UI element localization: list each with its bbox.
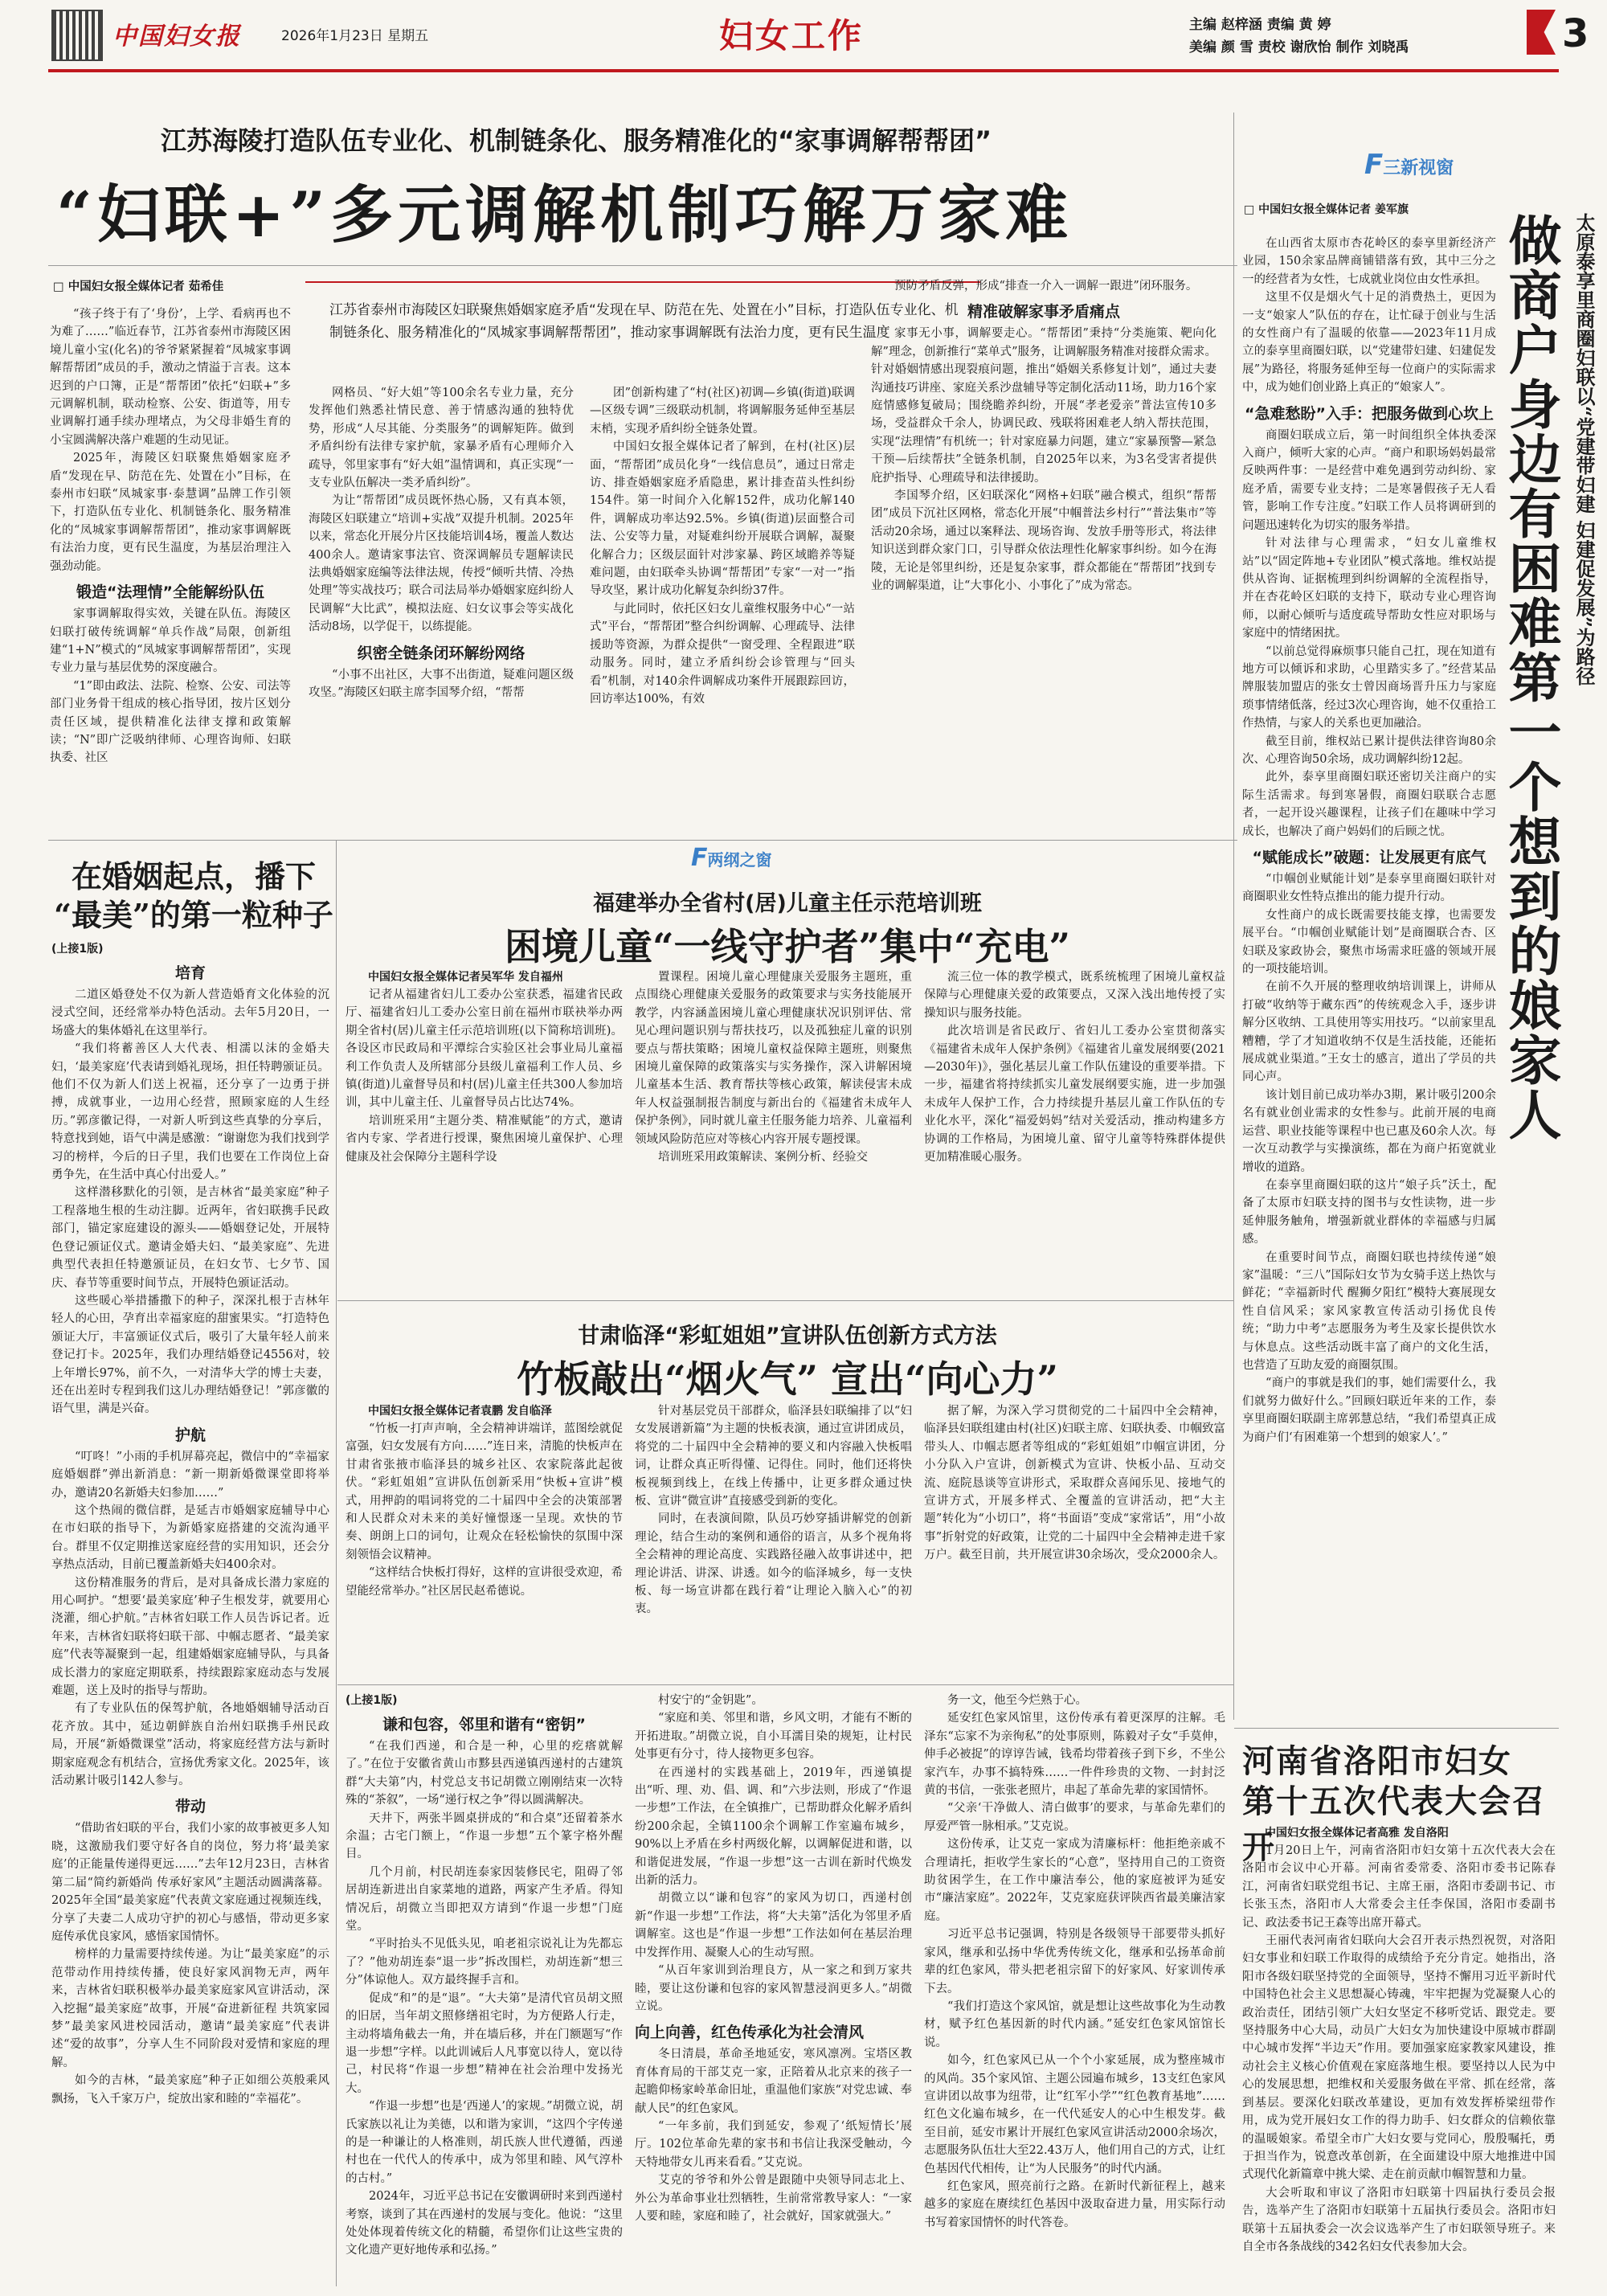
paragraph: “家庭和美、邻里和谐，乡风文明，才能有不断的开拓进取。”胡微立说，自小耳濡目染的规矩，让村民处事更有分寸，待人接物更多包容。	[635, 1712, 912, 1762]
paragraph: 流三位一体的教学模式，既系统梳理了困境儿童权益保障与心理健康关爱的政策要点，又深入浅出地传授了实操知识与服务技能。	[924, 971, 1225, 1020]
fujian-logo-letter: F	[691, 844, 708, 872]
paragraph: 中国妇女报全媒体记者了解到，在村(社区)层面，“帮帮团”成员化身“一线信息员”，通过日常走访、排查婚姻家庭矛盾隐患，累计排查苗头性纠纷154件。第一时间介入化解152件，成功化解140件，调解成功率达92.5%。乡镇(街道)层面整合司法、公安等力量，对疑难纠纷开展联合调解，凝聚化解合力；区级层面针对涉家暴、跨区域瞻养等疑难问题，由妇联牵头协调“帮帮团”专家“一对一”指导攻坚，累计成功化解复杂纠纷37件。	[590, 440, 855, 598]
paragraph: “叮咚！”小雨的手机屏幕亮起，微信中的“幸福家庭婚姻群”弹出新消息：“新一期新婚微课堂即将举办，邀请20名新婚夫妇参加……”	[51, 1450, 329, 1500]
paragraph: 艾克的爷爷和外公曾是跟随中央领导同志北上、外公为革命事业壮烈牺牲，生前常常教导家人：“一家人要和睦，家庭和睦了，社会就好，国家就强大。”	[635, 2174, 912, 2223]
editor-line-1: 主编 赵梓涵 责编 黄 婷	[1189, 17, 1331, 33]
henan-title-1: 河南省洛阳市妇女	[1242, 1742, 1512, 1780]
paragraph: 团”创新构建了“村(社区)初调—乡镇(街道)联调—区级专调”三级联动机制，将调解服务延伸至基层末梢，实现矛盾纠纷全链条处置。	[590, 387, 855, 436]
paragraph: “这样结合快板打得好，这样的宣讲很受欢迎，希望能经常举办。”社区居民赵希德说。	[346, 1566, 623, 1598]
paragraph: 1月20日上午，河南省洛阳市妇女第十五次代表大会在洛阳市会议中心开幕。河南省委常委、洛阳市委书记陈春江，河南省妇联党组书记、主席王丽，洛阳市委副书记、市长张玉杰，洛阳市人大常委会主任李保国，洛阳市委副书记、政法委书记王森等出席开幕式。	[1242, 1844, 1556, 1930]
section-title: 妇女工作	[719, 16, 865, 55]
henan-title-2: 第十五次代表大会召开	[1242, 1782, 1546, 1866]
lead-title: “妇联+”多元调解机制巧解万家难	[56, 178, 1073, 252]
gansu-kicker: 甘肃临泽“彩虹姐姐”宣讲队伍创新方式方法	[578, 1324, 997, 1349]
paragraph: “父亲‘干净做人、清白做事’的要求，与革命先辈们的厚爱严管一脉相承。”艾克说。	[924, 1802, 1225, 1833]
lead-rule	[48, 265, 1237, 266]
paragraph: 2025年，海陵区妇联聚焦婚姻家庭矛盾“发现在早、防范在先、处置在小”目标，在泰州市妇联“凤城家事·泰慧调”品牌工作引领下，打造队伍专业化、机制链条化、服务精准化的“凤城家事调解帮帮团”，推动家事调解既有法治力度，更有民生温度，为基层治理注入强劲动能。	[50, 452, 291, 573]
paragraph: 此次培训是省民政厅、省妇儿工委办公室贯彻落实《福建省未成年人保护条例》《福建省儿童发展纲要(2021—2030年)》，强化基层儿童工作队伍建设的重要举措。下一步，福建省将持续抓实儿童发展纲要实施，进一步加强未成年人保护工作，合力持续提升基层儿童工作队伍的专业化水平，深化“福爱妈妈”结对关爱活动，推动构建多方协调的工作格局，为困境儿童、留守儿童等特殊群体提供更加精准暖心服务。	[924, 1025, 1225, 1164]
window-logo-text: 三新视窗	[1383, 158, 1454, 178]
gansu-col-1	[346, 1402, 623, 1676]
paragraph: 这里不仅是烟火气十足的消费热土，更因为一支“娘家人”队伍的存在，让忙碌于创业与生活的女性商户有了温暖的依靠——2023年11月成立的泰享里商圈妇联，以“党建带妇建、妇建促发展”为路径，将服务延伸至每一位商户的实际需求中，成为她们创业路上真正的“娘家人”。	[1242, 291, 1496, 395]
paragraph: “平时抬头不见低头见，咱老祖宗说礼让为先都忘了？”他劝胡连泰“退一步”拆改围栏，劝胡连新“想三分”体谅他人。双方最终握手言和。	[346, 1938, 623, 1987]
fujian-kicker: 福建举办全省村(居)儿童主任示范培训班	[593, 891, 982, 916]
paragraph: 商圈妇联成立后，第一时间组织全体执委深入商户，倾听大家的心声。“商户和职场妈妈最常反映两件事：一是经营中难免遇到劳动纠纷、家庭矛盾，需要专业支持；二是寒暑假孩子无人看管，影响工作专注度。”妇联工作人员将调研到的问题迅速转化为切实的服务举措。	[1242, 428, 1496, 532]
paragraph: 在西递村的实践基础上，2019年，西递镇提出“听、理、劝、倡、调、和”六步法则，形成了“作退一步想”工作法，在全镇推广，已帮助群众化解矛盾纠纷200余起，全镇1100余个调解工作室遍布城乡，90%以上矛盾在乡村两级化解，以调解促进和谐，以和谐促进发展，“作退一步想”这一古训在新时代焕发出新的活力。	[635, 1766, 912, 1888]
paragraph: 王丽代表河南省妇联向大会召开表示热烈祝贺，对洛阳妇女事业和妇联工作取得的成绩给予充分肯定。她指出，洛阳市各级妇联坚持党的全面领导，坚持不懈用习近平新时代中国特色社会主义思想凝心铸魂，牢牢把握为党凝聚人心的政治责任，团结引领广大妇女坚定不移听党话、跟党走。要坚持服务中心大局，动员广大妇女为加快建设中原城市群副中心城市发挥“半边天”作用。要加强家庭家教家风建设，推动社会主义核心价值观在家庭落地生根。要坚持以人民为中心的发展思想，把维权和关爱服务做在平常、抓在经常，落到基层。要深化妇联改革建设，更加有效发挥桥梁纽带作用，成为党开展妇女工作的得力助手、妇女群众的信赖依靠的温暖娘家。希望全市广大妇女要与党同心，殷殷嘱托，勇于担当作为，锐意改革创新，在全面建设中原大地推进中国式现代化新篇章中挑大梁、走在前贡献巾帼智慧和力量。	[1242, 1934, 1556, 2182]
paragraph: “商户的事就是我们的事，她们需要什么，我们就努力做好什么。”回顾妇联近年来的工作，泰享里商圈妇联副主席郭慧总结，“我们希望真正成为商户们‘有困难第一个想到的娘家人’。”	[1242, 1377, 1496, 1444]
paragraph: 培训班采用政策解读、案例分析、经验交	[658, 1151, 868, 1164]
paragraph: 网格员、“好大姐”等100余名专业力量，充分发挥他们熟悉社情民意、善于情感沟通的独特优势，形成“人尽其能、分类服务”的调解矩阵。做到矛盾纠纷有法律专家护航，家暴矛盾有心理师介入疏导，邻里家事有“好大姐”温情调和，真正实现“一支专业队伍解决一类矛盾纠纷”。	[309, 387, 574, 490]
fujian-byline: 中国妇女报全媒体记者吴军华 发自福州	[368, 971, 563, 984]
fujian-col-2	[635, 968, 912, 1290]
gansu-col-2	[635, 1402, 912, 1676]
paragraph: 培训班采用“主题分类、精准赋能”的方式，邀请省内专家、学者进行授课，聚焦困境儿童保护、心理健康及社会保障分主题科学设	[346, 1114, 623, 1164]
paragraph: 冬日清晨，革命圣地延安，寒风凛冽。宝塔区教育体育局的干部艾克一家，正陪着从北京来的孩子一起瞻仰杨家岭革命旧址，重温他们家族“对党忠诚、奉献人民”的红色家风。	[635, 2048, 912, 2115]
anhui-col-2	[635, 1692, 912, 2294]
paragraph: 在重要时间节点，商圈妇联也持续传递“娘家”温暖：“三八”国际妇女节为女骑手送上热饮与鲜花；“幸福新时代 醒狮夕阳红”模特大赛展现女性自信风采；家风家教宣传活动引扬优良传统；“助力中考”志愿服务为考生及家长提供饮水与休息点。这些活动既丰富了商户的文化生活，也营造了互助友爱的商圈氛围。	[1242, 1250, 1496, 1372]
section-heading: 带动	[174, 1798, 206, 1816]
paragraph: 有了专业队伍的保驾护航，各地婚姻辅导活动百花齐放。其中，延边朝鲜族自治州妇联携手州民政局，开展“新婚微课堂”活动，将家庭经营方法与新时期家庭观念有机结合，宣扬优秀家文化。2025年，该活动累计吸引142人参与。	[51, 1702, 329, 1788]
paragraph: 这些暖心举措播撒下的种子，深深扎根于吉林年轻人的心田，孕育出幸福家庭的甜蜜果实。“打造特色颁证大厅，丰富颁证仪式后，吸引了大量年轻人前来登记打卡。2025年，我们办理结婚登记4556对，较上年增长97%，前不久，一对清华大学的博士夫妻，还在出差时专程到我们这儿办理结婚登记！”郭彦徽的语气里，满是兴奋。	[51, 1294, 329, 1416]
continued-label: (上接1版)	[346, 1694, 398, 1707]
lead-col-3	[590, 384, 855, 834]
paragraph: 家事调解取得实效，关键在队伍。海陵区妇联打破传统调解“单兵作战”局限，创新组建“1+N”模式的“凤城家事调解帮帮团”，实现专业力量与基层优势的深度融合。	[50, 608, 291, 675]
paragraph: “我们将蓄善区人大代表、相濡以沫的金婚夫妇，‘最美家庭’代表请到婚礼现场，担任特聘颁证员。他们不仅为新人们送上祝福，还分享了一边勇于拼搏，成就事业，一边用心经营，照顾家庭的人生经历。”郭彦徽记得，一对新人听到这些真挚的分享后，特意找到她，语气中满是感激：“谢谢您为我们找到学习的榜样，今后的日子里，我们也要在工作岗位上奋勇争先，在生活中真心付出爱人。”	[51, 1042, 329, 1182]
henan-col	[1242, 1824, 1556, 2290]
paragraph: 为让“帮帮团”成员既怀热心肠，又有真本领，海陵区妇联建立“培训+实战”双提升机制。2025年以来，常态化开展分片区技能培训4场，覆盖人数达400余人。邀请家事法官、资深调解员专题解读民法典婚姻家庭编等法律法规，传授“倾听共情、冷热处理”等实战技巧；联合司法局举办婚姻家庭纠纷人民调解“大比武”，模拟法庭、妇女议事会等实战化活动8场，以学促干，以练提能。	[309, 494, 574, 634]
paragraph: 促成“和”的是“退”。“大夫第”是清代官员胡文照的旧居，当年胡文照修缮祖宅时，为方便路人行走，主动将墙角截去一角，并在墙后移，并在门额题写“作退一步想”字样。以此训诫后人凡事宽以待人，宽以待己，村民将“作退一步想”精神在社会治理中发扬光大。	[346, 1991, 623, 2095]
left-story-col	[51, 940, 329, 2290]
gansu-title: 竹板敲出“烟火气” 宣出“向心力”	[517, 1357, 1058, 1401]
anhui-col-1	[346, 1692, 623, 2294]
paragraph: 这个热闹的微信群，是延吉市婚姻家庭辅导中心在市妇联的指导下，为新婚家庭搭建的交流沟通平台。群里不仅定期推送家庭经营的实用知识，还会分享热点活动，目前已覆盖新婚夫妇400余对。	[51, 1504, 329, 1572]
lead-summary: 江苏省泰州市海陵区妇联聚焦婚姻家庭矛盾“发现在早、防范在先、处置在小”目标，打造队伍专业化、机制链条化、服务精准化的“凤城家事调解帮帮团”，推动家事调解既有法治力度，更有民生温度	[329, 302, 959, 341]
paragraph: 置课程。困境儿童心理健康关爱服务主题班，重点围绕心理健康关爱服务的政策要求与实务技能展开教学，内容涵盖困境儿童心理健康状况识别评估、常见心理问题识别与帮扶技巧，以及孤独症儿童的识别要点与帮扶策略；困境儿童权益保障主题班，则聚焦困境儿童保障的政策落实与实务操作，深入讲解困境儿童基本生活、教育帮扶等核心政策，解读侵害未成年人权益强制报告制度与新出台的《福建省未成年人保护条例》，同时就儿童主任服务能力培养、儿童福利领域风险防范应对等核心内容开展专题授课。	[635, 971, 912, 1146]
paragraph: 这份精准服务的背后，是对具备成长潜力家庭的用心呵护。“想要‘最美家庭’种子生根发芽，就要用心浇灌，细心护航。”吉林省妇联工作人员告诉记者。近年来，吉林省妇联将妇联干部、中帼志愿者、“最美家庭”代表等凝聚到一起，组建婚姻家庭辅导队，与具备成长潜力的家庭定期联系，持续跟踪家庭动态与发展难题，送上及时的指导与帮助。	[51, 1576, 329, 1698]
paragraph: 同时，在表演间隙，队员巧妙穿插讲解党的创新理论，结合生动的案例和通俗的语言，从多个视角将全会精神的理论高度、实践路径融入故事讲述中，把理论讲活、讲深、讲透。如今的临泽城乡，每一支快板、每一场宣讲都在践行着“让理论入脑入心”的初衷。	[635, 1512, 912, 1616]
window-col-main	[1242, 235, 1496, 1778]
paragraph: 与此同时，依托区妇女儿童维权服务中心“一站式”平台，“帮帮团”整合纠纷调解、心理疏导、法律援助等资源，为群众提供“一窗受理、全程跟进”联动服务。同时，建立矛盾纠纷会诊管理与“回头看”机制，对140余件调解成功案件开展跟踪回访，回访率达100%，有效	[590, 602, 855, 706]
henan-byline: 中国妇女报全媒体记者高雅 发自洛阳	[1265, 1827, 1449, 1840]
lead-col-2	[309, 384, 574, 834]
column-divider	[336, 840, 337, 2286]
paragraph: 女性商户的成长既需要技能支撑，也需要发展平台。“巾帼创业赋能计划”是商圈联合杏、区妇联及家政协会，聚焦市场需求旺盛的领域开展的一项技能培训。	[1242, 908, 1496, 976]
paragraph: 针对基层党员干部群众，临泽县妇联编排了以“妇女发展谱新篇”为主题的快板表演，通过宣讲团成员，将党的二十届四中全会精神的要义和内容融入快板唱词，让群众真正听得懂、记得住。同时，他们还将快板视频到线上，在线上传播中，让更多群众通过快板、宣讲“微宣讲”直接感受到新的变化。	[635, 1405, 912, 1508]
paragraph: 延安红色家风馆里，这份传承有着更深厚的注解。毛泽东“忘家不为亲徇私”的处事原则，陈毅对子女“手莫伸，伸手必被捉”的谆谆告诫，钱希均带着孩子到下乡，不坐公家汽车，办事不搞特殊……一件件珍贵的文物、一封封泛黄的书信，一张张老照片，串起了革命先辈的家国情怀。	[924, 1712, 1225, 1798]
lead-kicker: 江苏海陵打造队伍专业化、机制链条化、服务精准化的“家事调解帮帮团”	[161, 125, 992, 156]
divider	[337, 1300, 1233, 1301]
paragraph: 李国琴介绍，区妇联深化“网格+妇联”融合模式，组织“帮帮团”成员下沉社区网格，常态化开展“中帼普法乡村行”“普法集市”等活动20余场，通过以案释法、现场咨询、发放手册等形式，将法律知识送到群众家门口，引导群众依法理性化解家事纠纷。如今在海陵，无论是邻里纠纷，还是复杂家事，群众都能在“帮帮团”找到专业的调解渠道，让“大事化小、小事化了”成为常态。	[871, 489, 1216, 593]
paragraph: “我们打造这个家风馆，就是想让这些故事化为生动教材，赋予红色基因新的时代内涵。”延安红色家风馆馆长说。	[924, 1999, 1225, 2049]
paragraph: 如今，红色家风已从一个个小家延展，成为整座城市的风尚。35个家风馆、主题公园遍布城乡，13支红色家风宣讲团以故事为纽带，让“红军小学”“红色教育基地”……红色文化遍布城乡，在一代代延安人的心中生根发芽。截至目前，延安市累计开展红色家风宣讲活动2000余场次，志愿服务队伍壮大至22.43万人，他们用自己的方式，让红色基因代代相传，让“为人民服务”的时代内涵。	[924, 2054, 1225, 2175]
lead-col-1	[50, 305, 291, 836]
paragraph: 家事无小事，调解要走心。“帮帮团”秉持“分类施策、靶向化解”理念，创新推行“菜单式”服务，让调解服务精准对接群众需求。针对婚姻情感出现裂痕问题，推出“婚姻关系修复计划”，通过夫妻沟通技巧讲座、家庭关系沙盘辅导等定制化活动11场，助力16个家庭情感修复破局；围绕瞻养纠纷，开展“孝老爱亲”普法宣传10多场，受益群众千余人，协调民政、残联将困难老人纳入帮扶范围，实现“法理情”有机统一；针对家庭暴力问题，建立“家暴预警—紧急干预—后续帮扶”全链条机制，自2025年以来，为3名受害者提供庇护指导、心理疏导和法律援助。	[871, 327, 1216, 485]
paragraph: 在前不久开展的整理收纳培训课上，讲师从打破“收纳等于藏东西”的传统观念入手，逐步讲解分区收纳、工具使用等实用技巧。“以前家里乱糟糟，学了才知道收纳不仅是生活技能，还能拓展成就业渠道。”王女士的感言，道出了学员的共同心声。	[1242, 980, 1496, 1084]
editor-line-2: 美编 颜 雪 责校 谢欣怡 制作 刘晓禹	[1189, 39, 1409, 55]
section-heading: 培育	[174, 964, 206, 982]
lead-byline: □ 中国妇女报全媒体记者 茹希佳	[53, 280, 224, 293]
left-title-1: 在婚姻起点，播下	[71, 858, 316, 894]
window-logo	[1364, 149, 1454, 181]
section-heading: “急难愁盼”入手：把服务做到心坎上	[1245, 404, 1494, 423]
anhui-col-3	[924, 1692, 1225, 2294]
paragraph: 二道区婚登处不仅为新人营造婚育文化体验的沉浸式空间，还经常举办特色活动。去年5月20日，一场盛大的集体婚礼在这里举行。	[51, 988, 329, 1037]
issue-date: 2026年1月23日 星期五	[281, 28, 429, 44]
lead-col-4	[871, 277, 1216, 836]
paragraph: 这份传承，让艾克一家成为清廉标杆：他拒绝亲戚不合理请托，拒收学生家长的“心意”，坚持用自己的工资资助贫困学生，在工作中廉洁奉公，他的家庭被评为延安市“廉洁家庭”。2022年，艾克家庭获评陕西省最美廉洁家庭。	[924, 1838, 1225, 1923]
paragraph: “一年多前，我们到延安，参观了‘纸短情长’展厅。102位革命先辈的家书和书信让我深受触动，今天特地带女儿再来看看。”艾克说。	[635, 2119, 912, 2169]
window-title: 做商户身边有困难第一个想到的娘家人	[1499, 213, 1562, 1142]
paragraph: 针对法律与心理需求，“妇女儿童维权站”以“固定阵地+专业团队”模式落地。维权站提供从咨询、证据梳理到纠纷调解的全流程指导，并在杏花岭区妇联的支持下，联动专业心理咨询师，以耐心倾听与适度疏导帮助女性应对职场与家庭中的情绪困扰。	[1242, 537, 1496, 641]
paragraph: “作退一步想”也是‘西递人’的家规。”胡微立说，胡氏家族以礼让为美德，以和谐为家训，“这四个字传递的是一种谦让的人格准则，胡氏族人世代遵循，西递村也在一代代人的传承中，成为邻里和睦、风气淳朴的古村。”	[346, 2100, 623, 2185]
paragraph: 该计划目前已成功举办3期，累计吸引200余名有就业创业需求的女性参与。此前开展的电商运营、职业技能等课程中也已惠及60余人次。每一次互动教学与实操演练，都在为商户拓宽就业增收的道路。	[1242, 1088, 1496, 1174]
paragraph: 村安宁的“金钥匙”。	[658, 1694, 763, 1707]
paragraph: “小事不出社区，大事不出街道，疑难问题区级攻坚。”海陵区妇联主席李国琴介绍，“帮帮	[309, 668, 574, 700]
paragraph: 记者从福建省妇儿工委办公室获悉，福建省民政厅、福建省妇儿工委办公室日前在福州市联袂举办两期全省村(居)儿童主任示范培训班(以下简称培训班)。各设区市民政局和平潭综合实验区社会事业局儿童福利工作负责人及所辖部分县级儿童福利工作人员、乡镇(街道)儿童督导员和村(居)儿童主任共300人参加培训，其中儿童主任、儿童督导员占比达74%。	[346, 988, 623, 1110]
fujian-col-3	[924, 968, 1225, 1290]
paragraph: “1”即由政法、法院、检察、公安、司法等部门业务骨干组成的核心指导团，按片区划分责任区域，提供精准化法律支撑和政策解读；“N”即广泛吸纳律师、心理咨询师、妇联执委、社区	[50, 679, 291, 765]
page-number: 3	[1562, 11, 1589, 56]
window-logo-letter: F	[1364, 149, 1384, 181]
paragraph: 胡微立以“谦和包容”的家风为切口，西递村创新“作退一步想”工作法，将“大夫第”活化为邻里矛盾调解室。这也是“作退一步想”工作法如何在基层治理中发挥作用、凝聚人心的生动写照。	[635, 1892, 912, 1959]
section-heading: 护航	[174, 1426, 206, 1444]
section-heading: 织密全链条闭环解纷网络	[357, 644, 525, 662]
paragraph: “借助省妇联的平台，我们小家的故事被更多人知晓，这激励我们要守好各自的岗位，努力将‘最美家庭’的正能量传递得更远……”去年12月23日，吉林省第二届“简约新婚尚 传承好家风”主题活动圆满落幕。2025年全国“最美家庭”代表黄文家庭通过视频连线，分享了夫妻二人成功守护的初心与感悟，带动更多家庭传承优良家风，感悟家国情怀。	[51, 1822, 329, 1943]
window-byline: □ 中国妇女报全媒体记者 姜军旗	[1244, 203, 1409, 216]
paragraph: 几个月前，村民胡连泰家因装修民宅，阻碍了邻居胡连新进出自家菜地的道路，两家产生矛盾。得知情况后，胡微立当即把双方请到“作退一步想”门庭堂。	[346, 1865, 623, 1934]
section-heading: 精准破解家事矛盾痛点	[967, 303, 1120, 321]
paragraph: 此外，泰享里商圈妇联还密切关注商户的实际生活需求。每到寒暑假，商圈妇联联合志愿者，一起开设兴趣课程，让孩子们在趣味中学习成长，也解决了商户妈妈们的后顾之忧。	[1242, 771, 1496, 838]
paragraph: “从百年家训到治理良方，从一家之和到万家共睦，要让这份谦和包容的家风智慧浸润更多人。”胡微立说。	[635, 1964, 912, 2013]
paragraph: 截至目前，维权站已累计提供法律咨询80余次、心理咨询50余场，成功调解纠纷12起。	[1242, 735, 1496, 766]
paragraph: “孩子终于有了‘身份’，上学、看病再也不为难了……”临近春节，江苏省泰州市海陵区困境儿童小宝(化名)的爷爷紧紧握着“凤城家事调解帮帮团”成员的手，激动之情溢于言表。这本迟到的户口簿，正是“帮帮团”依托“妇联+”多元调解机制，联动检察、公安、街道等，用专业调解打通手续办理堵点，为父母非婚生育的小宝圆满解决落户难题的生动见证。	[50, 308, 291, 447]
paragraph: 如今的吉林，“最美家庭”种子正如细公英般乘风飘扬，飞入千家万户，绽放出家和睦的“幸福花”。	[51, 2074, 329, 2106]
paragraph: “巾帼创业赋能计划”是泰享里商圈妇联针对商圈职业女性特点推出的能力提升行动。	[1242, 873, 1496, 904]
divider	[1234, 1728, 1559, 1729]
paragraph: 在泰享里商圈妇联的这片“娘子兵”沃土，配备了太原市妇联支持的图书与女性读物，进一步延伸服务触角，增强新就业群体的幸福感与归属感。	[1242, 1178, 1496, 1246]
section-heading: 锻造“法理情”全能解纷队伍	[76, 583, 264, 602]
section-heading: 向上向善，红色传承化为社会清风	[635, 2024, 865, 2042]
paragraph: 大会听取和审议了洛阳市妇联第十四届执行委员会报告，选举产生了洛阳市妇联第十五届执行委员会。洛阳市妇联第十五届执委会一次会议选举产生了市妇联领导班子。来自全市各条战线的342名妇女代表参加大会。	[1242, 2186, 1556, 2253]
column-divider	[1233, 113, 1234, 1720]
paragraph: 据了解，为深入学习贯彻党的二十届四中全会精神，临泽县妇联组建由村(社区)妇联主席、妇联执委、巾帼致富带头人、巾帼志愿者等组成的“彩虹姐姐”巾帼宣讲团，分小分队入户宣讲，创新模式为宣讲、快板小品、互动交流、庭院恳谈等宣讲形式，采取群众喜闻乐见、接地气的宣讲方式，开展多样式、全覆盖的宣讲活动，把“大主题”转化为“小切口”，将“书面语”变成“家常话”，用“小故事”折射党的好政策，让党的二十届四中全会精神走进千家万户。截至目前，共开展宣讲30余场次，受众2000余人。	[924, 1405, 1225, 1562]
section-heading: 谦和包容，邻里和谐有“密钥”	[382, 1716, 586, 1733]
fujian-title: 困境儿童“一线守护者”集中“充电”	[505, 925, 1070, 968]
divider	[48, 840, 1237, 841]
paragraph: 红色家风，照亮前行之路。在新时代新征程上，越来越多的家庭在赓续红色基因中汲取奋进力量，用实际行动书写着家国情怀的时代答卷。	[924, 2179, 1225, 2229]
paragraph: 榜样的力量需要持续传递。为让“最美家庭”的示范带动作用持续传播，使良好家风润物无声，两年来，吉林省妇联积极举办最美家庭家风宣讲活动，深入挖掘“最美家庭”故事，开展“奋进新征程 共筑家园梦”最美家风进校园活动，邀请“最美家庭”代表讲述“爱的故事”，分享人生不同阶段对爱情和家庭的理解。	[51, 1948, 329, 2069]
paragraph: 在山西省太原市杏花岭区的泰享里新经济产业园，150余家品牌商铺错落有致，其中三分之一的经营者为女性，七成就业岗位由女性承担。	[1242, 237, 1496, 286]
fujian-logo	[691, 844, 772, 872]
page-flag-icon	[1527, 10, 1556, 55]
masthead-rule	[48, 69, 1559, 72]
newspaper-logo: 中国妇女报	[112, 23, 241, 51]
continued-label: (上接1版)	[51, 943, 104, 956]
paragraph: 习近平总书记强调，特别是各级领导干部要带头抓好家风，继承和弘扬中华优秀传统文化，继承和弘扬革命前辈的红色家风，带头把老祖宗留下的好家风、好家训传承下去。	[924, 1928, 1225, 1995]
paragraph: “竹板一打声声响，全会精神讲端详，蓝图绘就促富强，妇女发展有方向……”连日来，清脆的快板声在甘肃省张掖市临泽县的城乡社区、农家院落此起彼伏。“彩虹姐姐”宣讲队伍创新采用“快板+宣讲”模式，用押韵的唱词将党的二十届四中全会的决策部署和人民群众对未来的美好憧憬逐一呈现。欢快的节奏、朗朗上口的词句，让观众在轻松愉快的氛围中深刻领悟会议精神。	[346, 1422, 623, 1561]
window-subtitle: 太原泰享里商圈妇联以“党建带妇建 妇建促发展”为路径	[1572, 213, 1596, 686]
paragraph: 天井下，两张半圆桌拼成的“和合桌”还留着茶水余温；古宅门额上，“作退一步想”五个篆字格外醒目。	[346, 1811, 623, 1861]
gansu-col-3	[924, 1402, 1225, 1676]
section-heading: “赋能成长”破题：让发展更有底气	[1252, 849, 1486, 866]
gansu-byline: 中国妇女报全媒体记者袁鹏 发自临泽	[368, 1405, 552, 1418]
paragraph: 务一文，他至今烂熟于心。	[947, 1694, 1087, 1707]
paragraph: 预防矛盾反弹，形成“排查一介入一调解一跟进”闭环服务。	[894, 280, 1198, 293]
paragraph: 这样潜移默化的引领，是吉林省“最美家庭”种子工程落地生根的生动注脚。近两年，省妇联携手民政部门，锚定家庭建设的源头——婚姻登记处，开展特色登记颁证仪式。邀请金婚夫妇、“最美家庭”、先进典型代表担任特邀颁证员，在妇女节、七夕节、国庆、春节等重要时间节点，开展特色颁证活动。	[51, 1186, 329, 1290]
paragraph: 2024年，习近平总书记在安徽调研时来到西递村考察，谈到了其在西递村的发展与变化。他说：“这里处处体现着传统文化的精髓，希望你们让这些宝贵的文化遗产更好地传承和弘扬。”	[346, 2190, 623, 2257]
paragraph: “在我们西递，和合是一种，心里的疙瘩就解了。”在位于安徽省黄山市黟县西递镇西递村的古建筑群“大夫第”内，村党总支书记胡微立刚刚结束一次特殊的“茶叙”，一场“递行权之争”得以圆满解决。	[346, 1740, 623, 1807]
paragraph: “以前总觉得麻烦事只能自己扛，现在知道有地方可以倾诉和求助，心里踏实多了。”经营某品牌服装加盟店的张女士曾因商场晋升压力与家庭琐事情绪低落，经过3次心理咨询，她不仅重拾工作热情，与家人的关系也更加融洽。	[1242, 645, 1496, 731]
masthead	[0, 0, 1607, 71]
divider	[337, 1684, 1233, 1685]
left-title-2: “最美”的第一粒种子	[54, 897, 333, 933]
qr-code-icon	[51, 10, 103, 61]
fujian-col-1	[346, 968, 623, 1290]
fujian-logo-text: 两纲之窗	[707, 850, 772, 870]
